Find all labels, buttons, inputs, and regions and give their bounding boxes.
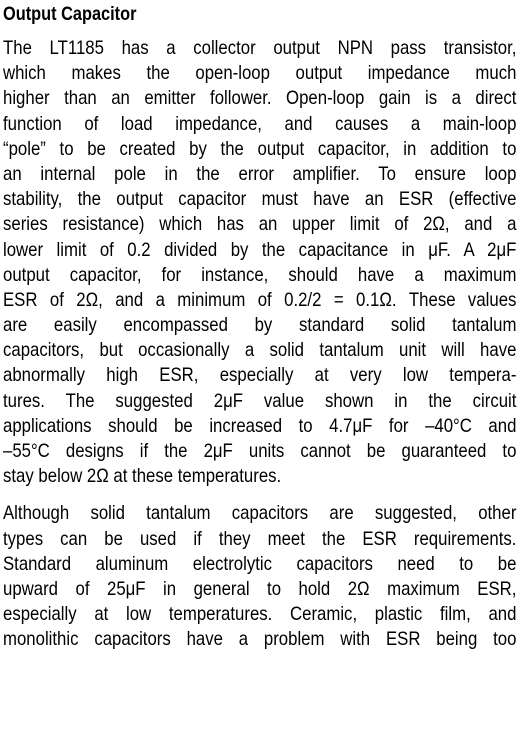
text-line: capacitors, but occasionally a solid tantalum unit will have [3,339,517,362]
text-line: higher than an emitter follower. Open-loop gain is a direct [3,87,517,110]
text-line: abnormally high ESR, especially at very low tempera- [3,364,517,387]
section-heading: Output Capacitor [3,4,137,25]
text-line: function of load impedance, and causes a main-loop [3,112,517,135]
text-line: –55°C designs if the 2μF units cannot be guaranteed to [3,440,517,462]
document-page [3,2,517,653]
text-line: an internal pole in the error amplifier. To ensure loop [3,162,517,185]
text-line: especially at low temperatures. Ceramic, plastic film, and [3,603,517,626]
text-line: Standard aluminum electrolytic capacitors need to be [3,552,517,575]
text-line: stay below 2Ω at these temperatures. [3,465,282,488]
paragraph-2 [3,501,517,652]
text-line: which makes the open-loop output impedance much [3,62,517,85]
text-line: are easily encompassed by standard solid tantalum [3,314,517,337]
text-line: Although solid tantalum capacitors are suggested, other [3,502,517,525]
text-line: upward of 25μF in general to hold 2Ω maximum ESR, [3,577,517,600]
text-line: types can be used if they meet the ESR requirements. [3,527,517,550]
text-line: series resistance) which has an upper limit of 2Ω, and a [3,213,517,236]
text-line: stability, the output capacitor must have an ESR (effective [3,188,517,211]
text-line: output capacitor, for instance, should have a maximum [3,263,517,286]
text-line: “pole” to be created by the output capacitor, in addition to [3,137,517,160]
text-line: monolithic capacitors have a problem with ESR being too [3,628,517,651]
text-line: lower limit of 0.2 divided by the capacitance in μF. A 2μF [3,238,517,261]
text-line: tures. The suggested 2μF value shown in the circuit [3,389,517,412]
text-line: applications should be increased to 4.7μF for –40°C and [3,414,517,437]
text-line: The LT1185 has a collector output NPN pass transistor, [3,37,517,59]
text-line: ESR of 2Ω, and a minimum of 0.2/2 = 0.1Ω. These values [3,288,517,311]
paragraph-1 [3,36,517,489]
